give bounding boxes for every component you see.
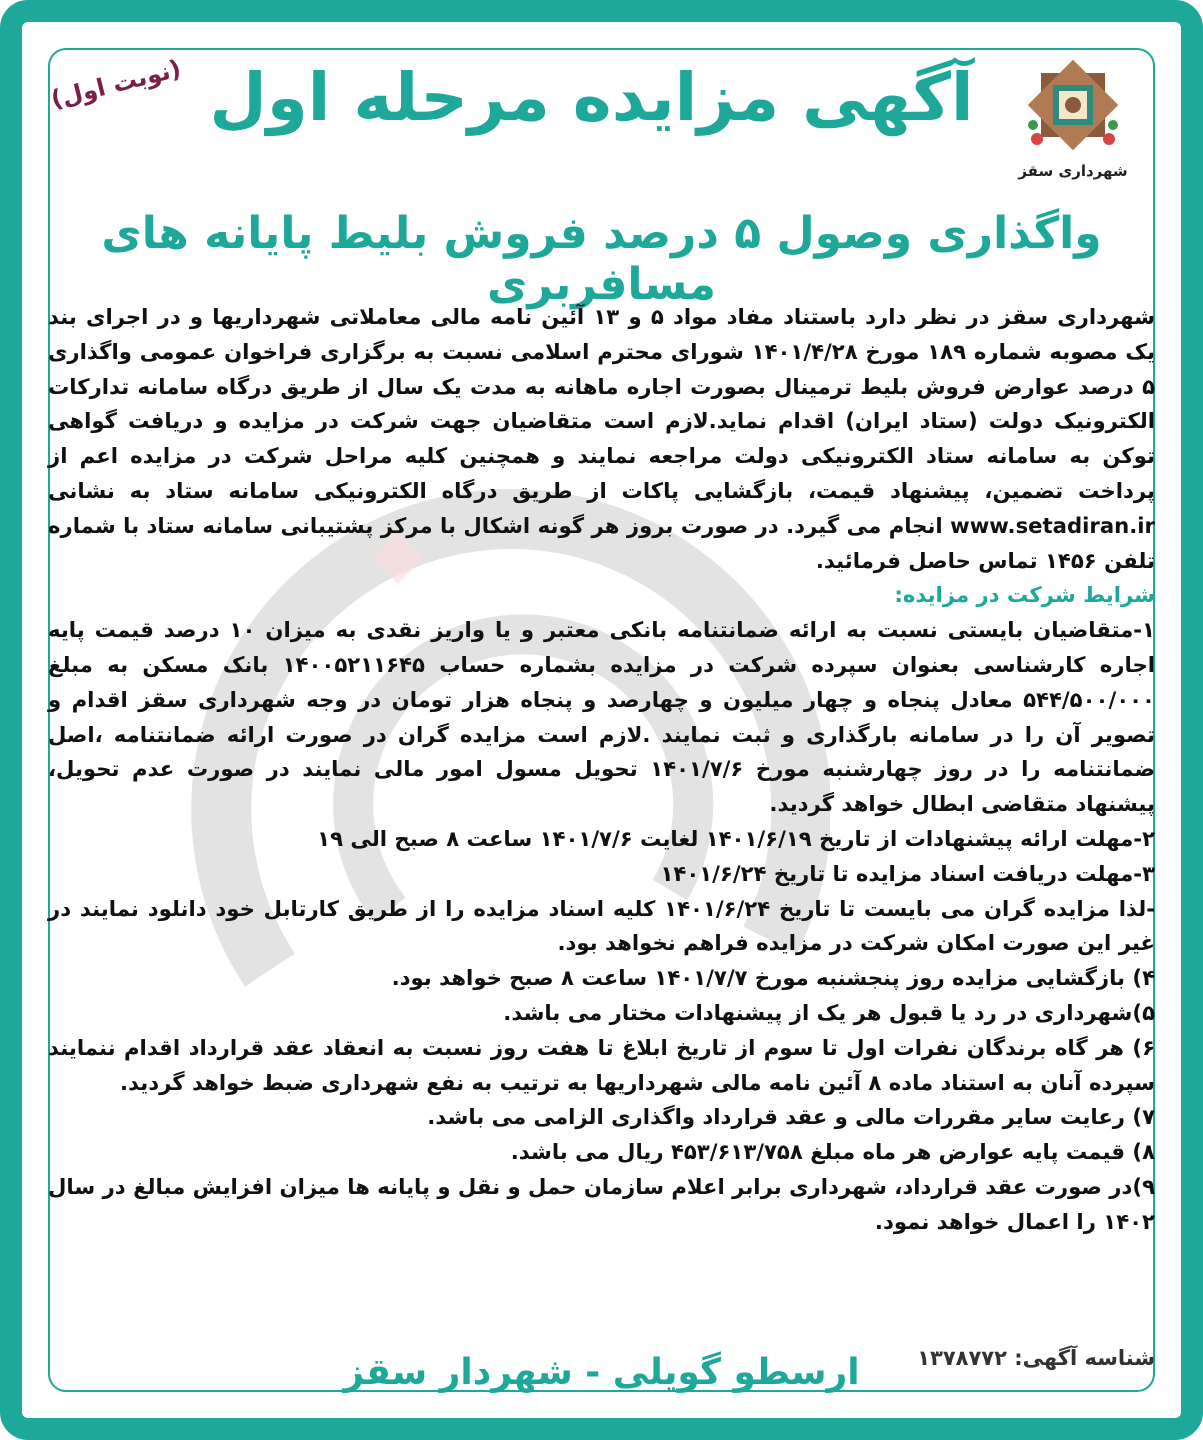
page-title: آگهی مزایده مرحله اول <box>209 59 974 136</box>
ad-body <box>48 300 1155 1240</box>
setadiran-link[interactable]: www.setadiran.ir <box>950 512 1155 538</box>
ad-id: شناسه آگهی: ۱۳۷۸۷۷۲ <box>917 1346 1155 1370</box>
condition-item: -لذا مزایده گران می بایست تا تاریخ ۱۴۰۱/۶/۲۴ کلیه اسناد مزایده را از طریق کارتابل خود دانلود نمایند در غیر این صورت امکان شرکت در مزایده فراهم نخواهد بود. <box>48 895 1155 956</box>
municipality-logo-icon <box>1023 55 1123 155</box>
intro-paragraph <box>48 300 1155 578</box>
conditions-heading: شرایط شرکت در مزایده: <box>894 582 1155 608</box>
page-subtitle: واگذاری وصول ۵ درصد فروش بلیط پایانه های مسافربری <box>101 208 1102 310</box>
condition-item: ۱-متقاضیان بایستی نسبت به ارائه ضمانتنامه بانکی معتبر و یا واریز نقدی به میزان ۱۰ درصد قیمت پایه اجاره کارشناسی بعنوان سپرده شرکت در مزایده بشماره حساب ۱۴۰۰۵۲۱۱۶۴۵ بانک مسکن به مبلغ ۵۴۴/۵۰۰/۰۰۰ معادل پنجاه و چهار میلیون و چهارصد و پنجاه هزار تومان در وجه شهرداری سقز اقدام و تصویر آن را در سامانه بارگذاری و ثبت نمایند .لازم است مزایده گران در صورت ارائه ضمانتنامه ،اصل ضمانتنامه را در روز چهارشنبه مورخ ۱۴۰۱/۷/۶ تحویل مسول امور مالی نمایند در صورت عدم تحویل، پیشنهاد متقاضی ابطال خواهد گردید. <box>48 617 1155 817</box>
condition-item: ۸) قیمت پایه عوارض هر ماه مبلغ ۴۵۳/۶۱۳/۷۵۸ ریال می باشد. <box>510 1139 1155 1165</box>
condition-item: ۴) بازگشایی مزایده روز پنجشنبه مورخ ۱۴۰۱/۷/۷ ساعت ۸ صبح خواهد بود. <box>391 965 1155 991</box>
condition-item: ۹)در صورت عقد قرارداد، شهرداری برابر اعلام سازمان حمل و نقل و پایانه ها میزان افزایش مبالغ در سال ۱۴۰۲ را اعمال خواهد نمود. <box>48 1173 1155 1234</box>
signature: ارسطو گویلی - شهردار سقز <box>343 1352 860 1393</box>
round-label: (نوبت اول) <box>48 54 184 114</box>
intro-text-part2: انجام می گیرد. در صورت بروز هر گونه اشکال با مرکز پشتیبانی سامانه ستاد با شماره تلفن ۱۴۵۶ تماس حاصل فرمائید. <box>48 512 1155 573</box>
condition-item: ۵)شهرداری در رد یا قبول هر یک از پیشنهادات مختار می باشد. <box>503 999 1155 1025</box>
logo-caption: شهرداری سقز <box>1018 162 1128 180</box>
intro-text-part1: شهرداری سقز در نظر دارد باستناد مفاد مواد ۵ و ۱۳ آئین نامه مالی معاملاتی شهرداریها و در اجرای بند یک مصوبه شماره ۱۸۹ مورخ ۱۴۰۱/۴/۲۸ شورای محترم اسلامی نسبت به برگزاری فراخوان عمومی واگذاری ۵ درصد عوارض فروش بلیط ترمینال بصورت اجاره ماهانه به مدت یک سال از طریق درگاه سامانه تدارکات الکترونیک دولت (ستاد ایران) اقدام نماید.لازم است متقاضیان جهت شرکت در مزایده و دریافت گواهی توکن به سامانه ستاد الکترونیکی دولت مراجعه نمایند و همچنین کلیه مراحل شرکت در مزایده اعم از پرداخت تضمین، پیشنهاد قیمت، بازگشایی پاکات از طریق درگاه الکترونیکی سامانه ستاد به نشانی <box>48 304 1155 503</box>
condition-item: ۲-مهلت ارائه پیشنهادات از تاریخ ۱۴۰۱/۶/۱۹ لغایت ۱۴۰۱/۷/۶ ساعت ۸ صبح الی ۱۹ <box>317 825 1155 851</box>
condition-item: ۷) رعایت سایر مقررات مالی و عقد قرارداد واگذاری الزامی می باشد. <box>427 1104 1155 1130</box>
condition-item: ۶) هر گاه برندگان نفرات اول تا سوم از تاریخ ابلاغ تا هفت روز نسبت به انعقاد عقد قرارداد اقدام ننمایند سپرده آنان به استناد ماده ۸ آئین نامه مالی شهرداریها به ترتیب به نفع شهرداری ضبط خواهد گردید. <box>48 1034 1155 1095</box>
condition-item: ۳-مهلت دریافت اسناد مزایده تا تاریخ ۱۴۰۱/۶/۲۴ <box>660 860 1155 886</box>
